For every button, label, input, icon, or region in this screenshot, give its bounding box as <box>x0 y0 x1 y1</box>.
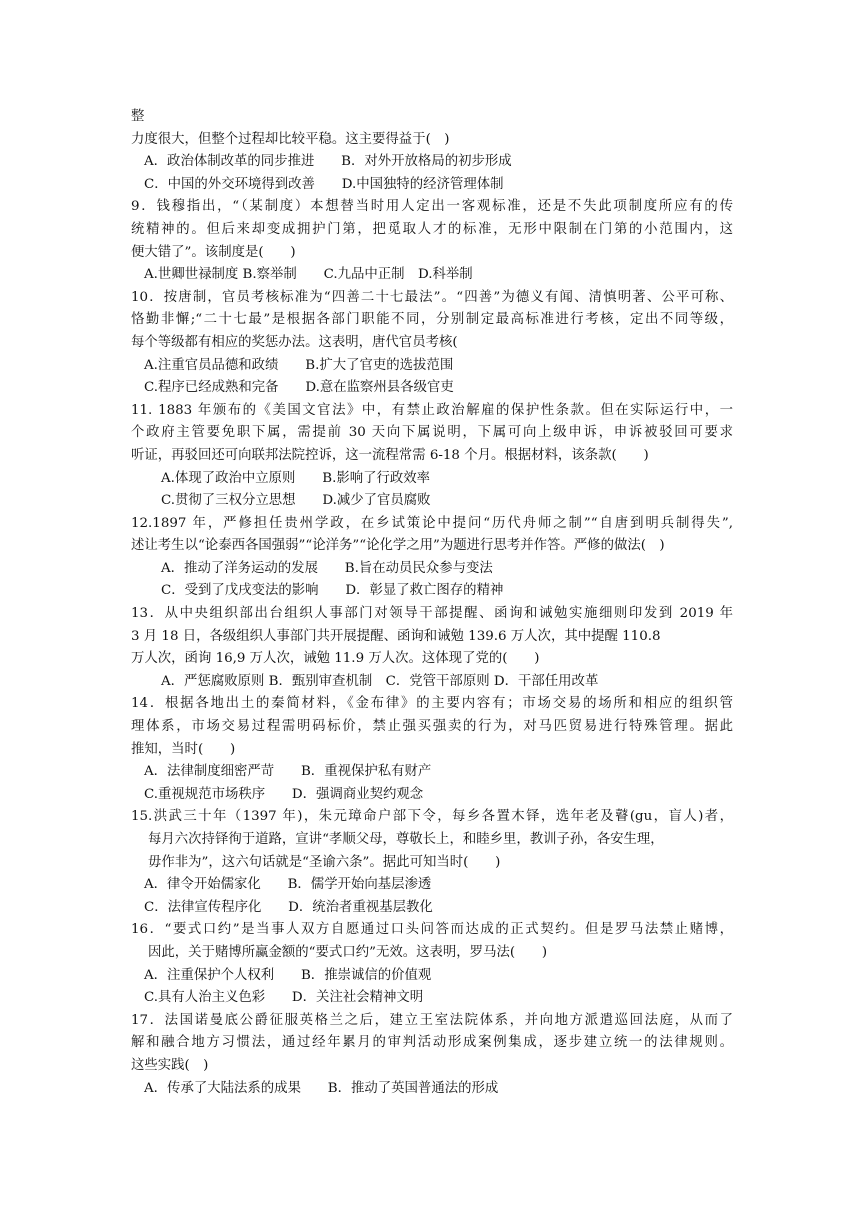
option-line: A.体现了政治中立原则 B.影响了行政效率 <box>161 470 431 486</box>
option-line: A．法律制度细密严苛 B．重视保护私有财产 <box>144 764 432 780</box>
text-line: 个政府主管要免职下属，需提前 30 天向下属说明，下属可向上级申诉，申诉被驳回可要求 <box>131 425 733 441</box>
text-line: 统精神的。但后来却变成拥护门第，把觅取人才的标准，无形中限制在门第的小范围内，这 <box>131 221 733 237</box>
text-line: 万人次，函询 16,9 万人次，诫勉 11.9 万人次。这体现了党的( ) <box>131 651 540 667</box>
text-line: 述让考生以“论泰西各国强弱”“论洋务”“论化学之用”为题进行思考并作答。严修的做法( ) <box>131 538 665 554</box>
text-line: 3 月 18 日，各级组织人事部门共开展提醒、函询和诫勉 139.6 万人次，其中提醒 110.8 <box>131 628 661 644</box>
option-line: C.程序已经成熟和完备 D.意在监察州县各级官吏 <box>144 380 454 396</box>
text-line: 理体系，市场交易过程需明码标价，禁止强买强卖的行为，对马匹贸易进行特殊管理。据此 <box>131 719 733 735</box>
text-line: 力度很大，但整个过程却比较平稳。这主要得益于( ) <box>131 131 450 147</box>
question-14: 14．根据各地出土的秦简材料，《金布律》的主要内容有；市场交易的场所和相应的组织管 <box>131 696 733 712</box>
text-line: 毋作非为”，这六句话就是“圣谕六条”。据此可知当时( ) <box>148 854 501 870</box>
option-line: A．传承了大陆法系的成果 B．推动了英国普通法的形成 <box>144 1080 499 1096</box>
text-line: 整 <box>131 109 145 124</box>
text-line: 这些实践( ) <box>131 1057 209 1073</box>
option-line: C．受到了戊戌变法的影响 D．彰显了救亡图存的精神 <box>161 583 504 599</box>
question-text-block <box>131 106 733 1100</box>
text-line: 推知，当时( ) <box>131 741 236 757</box>
option-line: A．注重保护个人权利 B．推崇诚信的价值观 <box>144 967 432 983</box>
text-line: 听证，再驳回还可向联邦法院控诉，这一流程常需 6-18 个月。根据材料，该条款( ) <box>131 447 649 463</box>
question-10: 10．按唐制，官员考核标准为“四善二十七最法”。“四善”为德义有闻、清慎明著、公平可称、 <box>131 289 733 305</box>
question-15: 15.洪武三十年（1397 年)，朱元璋命户部下令，每乡各置木铎，选年老及瞽(gu，盲人)者， <box>131 809 733 825</box>
question-13: 13．从中央组织部出台组织人事部门对领导干部提醒、函询和诫勉实施细则印发到 2019 年 <box>131 606 733 622</box>
option-line: A.世卿世禄制度 B.察举制 C.九品中正制 D.科举制 <box>144 267 473 283</box>
option-line: A．律令开始儒家化 B．儒学开始向基层渗透 <box>144 877 432 893</box>
question-11: 11. 1883 年颁布的《美国文官法》中，有禁止政治解雇的保护性条款。但在实际运行中，一 <box>131 402 733 418</box>
option-line: C.重视规范市场秩序 D．强调商业契约观念 <box>144 786 424 802</box>
option-line: A．严惩腐败原则 B．甄别审查机制 C．党管干部原则 D．干部任用改革 <box>161 673 599 689</box>
text-line: 解和融合地方习惯法，通过经年累月的审判活动形成案例集成，逐步建立统一的法律规则。 <box>131 1035 733 1051</box>
text-line: 每月六次持铎徇于道路，宣讲“孝顺父母，尊敬长上，和睦乡里，教训子孙，各安生理， <box>148 832 664 847</box>
option-line: C．中国的外交环境得到改善 D.中国独特的经济管理体制 <box>144 176 504 192</box>
text-line: 便大错了”。该制度是( ) <box>131 244 296 260</box>
question-16: 16．“要式口约”是当事人双方自愿通过口头问答而达成的正式契约。但是罗马法禁止赌博， <box>131 922 733 938</box>
text-line: 恪勤非懈;“二十七最”是根据各部门职能不同，分别制定最高标准进行考核，定出不同等级， <box>131 312 733 328</box>
option-line: C.贯彻了三权分立思想 D.减少了官员腐败 <box>161 493 431 509</box>
question-12: 12.1897 年，严修担任贵州学政，在乡试策论中提问“历代舟师之制”“自唐到明兵制得失”, <box>131 515 733 531</box>
option-line: A．政治体制改革的同步推进 B．对外开放格局的初步形成 <box>144 154 512 170</box>
question-9: 9．钱穆指出，“（某制度）本想替当时用人定出一客观标准，还是不失此项制度所应有的传 <box>131 199 733 215</box>
text-line: 每个等级都有相应的奖惩办法。这表明，唐代官员考核( <box>131 334 458 350</box>
option-line: C．法律宣传程序化 D．统治者重视基层教化 <box>144 899 433 915</box>
option-line: A．推动了洋务运动的发展 B.旨在动员民众参与变法 <box>161 560 493 576</box>
text-line: 因此，关于赌博所赢金额的“要式口约”无效。这表明，罗马法( ) <box>148 944 548 960</box>
option-line: A.注重官员品德和政绩 B.扩大了官吏的选拔范围 <box>144 357 454 373</box>
question-17: 17．法国诺曼底公爵征服英格兰之后，建立王室法院体系，并向地方派遣巡回法庭，从而了 <box>131 1012 733 1028</box>
option-line: C.具有人治主义色彩 D．关注社会精神文明 <box>144 990 424 1006</box>
